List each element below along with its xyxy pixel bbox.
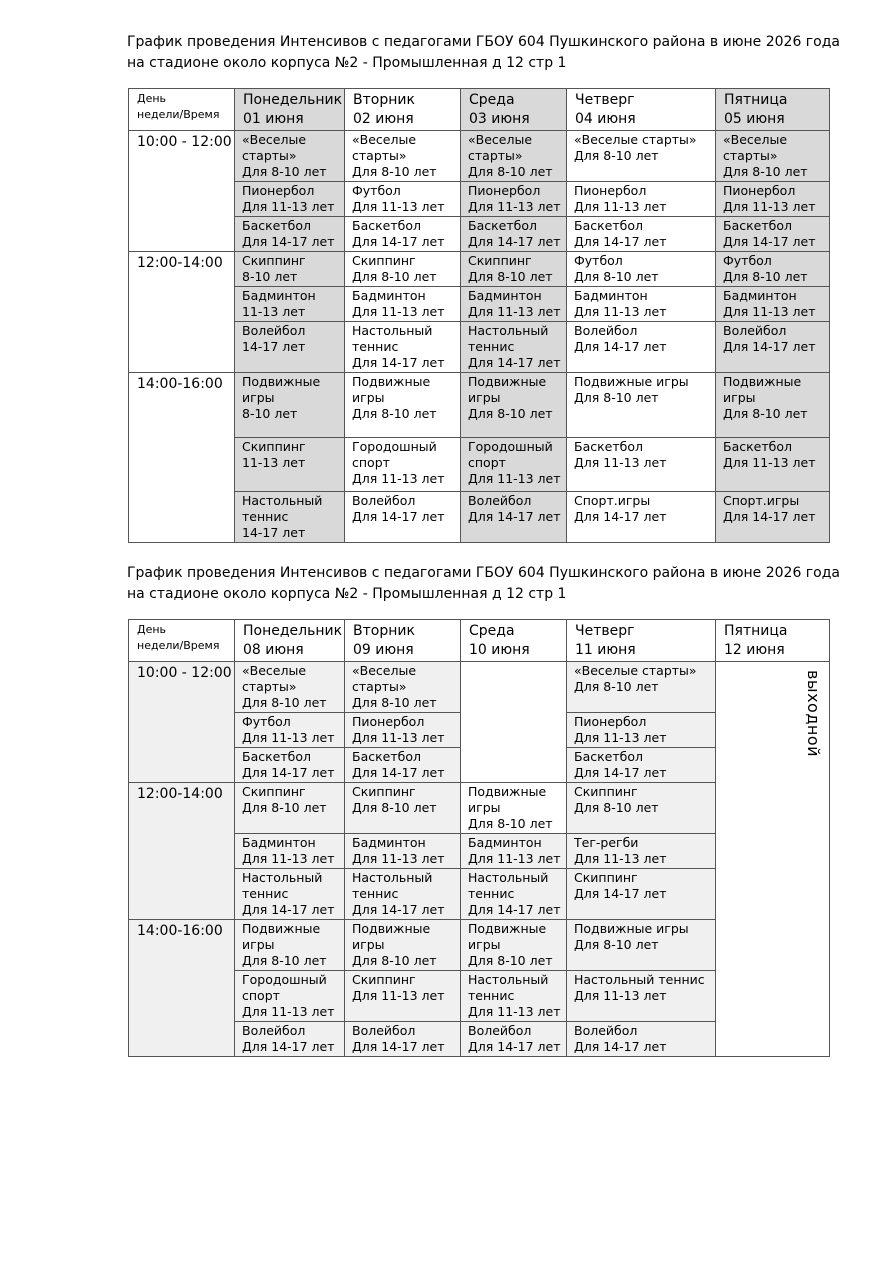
activity-cell: Скиппинг Для 8-10 лет	[345, 252, 461, 287]
activity-cell: Бадминтон Для 11-13 лет	[345, 834, 461, 869]
activity-cell: Подвижные игры Для 8-10 лет	[567, 920, 716, 971]
activity-cell: Баскетбол Для 14-17 лет	[235, 217, 345, 252]
activity-cell: Подвижные игры 8-10 лет	[235, 373, 345, 438]
table-row	[129, 373, 830, 438]
activity-cell: Настольный теннис Для 14-17 лет	[345, 869, 461, 920]
activity-cell: Бадминтон Для 11-13 лет	[345, 287, 461, 322]
day-date: 01 июня	[243, 111, 304, 127]
day-header	[345, 620, 461, 662]
activity-cell: Бадминтон Для 11-13 лет	[461, 834, 567, 869]
schedule-title-week1: График проведения Интенсивов с педагогами ГБОУ 604 Пушкинского района в июне 2026 года на стадионе около корпуса №2 - Промышленная д 12 стр 1	[127, 34, 840, 71]
activity-cell: Спорт.игры Для 14-17 лет	[567, 492, 716, 543]
activity-cell: Футбол Для 11-13 лет	[235, 713, 345, 748]
table-row	[129, 322, 830, 373]
activity-cell: Городошный спорт Для 11-13 лет	[345, 438, 461, 492]
activity-cell: Пионербол Для 11-13 лет	[567, 713, 716, 748]
table-row	[129, 662, 830, 713]
activity-cell: «Веселые старты» Для 8-10 лет	[567, 662, 716, 713]
activity-cell: Футбол Для 8-10 лет	[567, 252, 716, 287]
empty-activity-cell	[461, 662, 567, 783]
activity-cell: «Веселые старты» Для 8-10 лет	[567, 131, 716, 182]
activity-cell: Подвижные игры Для 8-10 лет	[345, 373, 461, 438]
activity-cell: Волейбол 14-17 лет	[235, 322, 345, 373]
day-name: Пятница	[724, 623, 788, 639]
header-row	[129, 89, 830, 131]
day-name: Понедельник	[243, 623, 343, 639]
time-slot: 14:00-16:00	[129, 373, 235, 543]
activity-cell: Бадминтон 11-13 лет	[235, 287, 345, 322]
activity-cell: Подвижные игры Для 8-10 лет	[461, 783, 567, 834]
day-header	[716, 89, 830, 131]
activity-cell: Баскетбол Для 14-17 лет	[345, 748, 461, 783]
day-time-corner: День недели/Время	[129, 620, 235, 662]
day-date: 11 июня	[575, 642, 636, 658]
activity-cell: «Веселые старты» Для 8-10 лет	[345, 131, 461, 182]
header-row	[129, 620, 830, 662]
table-row	[129, 182, 830, 217]
time-slot: 10:00 - 12:00	[129, 662, 235, 783]
activity-cell: Баскетбол Для 11-13 лет	[567, 438, 716, 492]
day-off-label: выходной	[804, 670, 823, 758]
day-name: Среда	[469, 623, 515, 639]
activity-cell: Футбол Для 8-10 лет	[716, 252, 830, 287]
activity-cell: Пионербол Для 11-13 лет	[235, 182, 345, 217]
activity-cell: «Веселые старты» Для 8-10 лет	[461, 131, 567, 182]
table-row	[129, 252, 830, 287]
activity-cell: Скиппинг 8-10 лет	[235, 252, 345, 287]
day-header	[235, 89, 345, 131]
day-date: 03 июня	[469, 111, 530, 127]
table-row	[129, 492, 830, 543]
activity-cell: Баскетбол Для 14-17 лет	[345, 217, 461, 252]
activity-cell: Бадминтон Для 11-13 лет	[235, 834, 345, 869]
table-row	[129, 217, 830, 252]
table-row	[129, 287, 830, 322]
day-header	[461, 620, 567, 662]
day-date: 08 июня	[243, 642, 304, 658]
activity-cell: Скиппинг Для 8-10 лет	[567, 783, 716, 834]
activity-cell: «Веселые старты» Для 8-10 лет	[345, 662, 461, 713]
activity-cell: Подвижные игры Для 8-10 лет	[567, 373, 716, 438]
activity-cell: Скиппинг Для 8-10 лет	[345, 783, 461, 834]
time-slot: 14:00-16:00	[129, 920, 235, 1057]
activity-cell: Подвижные игры Для 8-10 лет	[716, 373, 830, 438]
activity-cell: Настольный теннис Для 14-17 лет	[235, 869, 345, 920]
activity-cell: Баскетбол Для 14-17 лет	[567, 217, 716, 252]
time-slot: 12:00-14:00	[129, 783, 235, 920]
day-header	[716, 620, 830, 662]
day-off-cell	[716, 662, 830, 1057]
day-header	[461, 89, 567, 131]
activity-cell: Настольный теннис Для 11-13 лет	[567, 971, 716, 1022]
activity-cell: Баскетбол Для 14-17 лет	[716, 217, 830, 252]
day-name: Понедельник	[243, 92, 343, 108]
activity-cell: Волейбол Для 14-17 лет	[716, 322, 830, 373]
activity-cell: Городошный спорт Для 11-13 лет	[461, 438, 567, 492]
activity-cell: Подвижные игры Для 8-10 лет	[235, 920, 345, 971]
activity-cell: Спорт.игры Для 14-17 лет	[716, 492, 830, 543]
activity-cell: Настольный теннис 14-17 лет	[235, 492, 345, 543]
activity-cell: Бадминтон Для 11-13 лет	[567, 287, 716, 322]
day-name: Вторник	[353, 623, 415, 639]
activity-cell: Бадминтон Для 11-13 лет	[716, 287, 830, 322]
day-date: 05 июня	[724, 111, 785, 127]
day-name: Четверг	[575, 623, 635, 639]
activity-cell: «Веселые старты» Для 8-10 лет	[235, 131, 345, 182]
activity-cell: Баскетбол Для 14-17 лет	[235, 748, 345, 783]
day-name: Четверг	[575, 92, 635, 108]
day-date: 04 июня	[575, 111, 636, 127]
day-date: 12 июня	[724, 642, 785, 658]
activity-cell: Городошный спорт Для 11-13 лет	[235, 971, 345, 1022]
schedule-table-week1	[128, 88, 830, 543]
day-date: 09 июня	[353, 642, 414, 658]
activity-cell: Пионербол Для 11-13 лет	[716, 182, 830, 217]
day-name: Вторник	[353, 92, 415, 108]
time-slot: 12:00-14:00	[129, 252, 235, 373]
activity-cell: Волейбол Для 14-17 лет	[345, 492, 461, 543]
activity-cell: Волейбол Для 14-17 лет	[461, 1022, 567, 1057]
activity-cell: Настольный теннис Для 14-17 лет	[461, 322, 567, 373]
activity-cell: Настольный теннис Для 11-13 лет	[461, 971, 567, 1022]
day-header	[567, 620, 716, 662]
day-header	[235, 620, 345, 662]
day-name: Среда	[469, 92, 515, 108]
activity-cell: Тег-регби Для 11-13 лет	[567, 834, 716, 869]
activity-cell: Футбол Для 11-13 лет	[345, 182, 461, 217]
activity-cell: Баскетбол Для 14-17 лет	[567, 748, 716, 783]
activity-cell: Волейбол Для 14-17 лет	[345, 1022, 461, 1057]
day-header	[345, 89, 461, 131]
activity-cell: «Веселые старты» Для 8-10 лет	[235, 662, 345, 713]
activity-cell: Подвижные игры Для 8-10 лет	[461, 920, 567, 971]
activity-cell: Пионербол Для 11-13 лет	[567, 182, 716, 217]
activity-cell: Пионербол Для 11-13 лет	[345, 713, 461, 748]
activity-cell: Настольный теннис Для 14-17 лет	[461, 869, 567, 920]
activity-cell: Волейбол Для 14-17 лет	[567, 1022, 716, 1057]
day-name: Пятница	[724, 92, 788, 108]
day-time-corner: День недели/Время	[129, 89, 235, 131]
activity-cell: Волейбол Для 14-17 лет	[567, 322, 716, 373]
table-row	[129, 438, 830, 492]
activity-cell: Скиппинг 11-13 лет	[235, 438, 345, 492]
activity-cell: Скиппинг Для 8-10 лет	[235, 783, 345, 834]
activity-cell: Скиппинг Для 8-10 лет	[461, 252, 567, 287]
activity-cell: Скиппинг Для 11-13 лет	[345, 971, 461, 1022]
day-header	[567, 89, 716, 131]
activity-cell: Бадминтон Для 11-13 лет	[461, 287, 567, 322]
activity-cell: Пионербол Для 11-13 лет	[461, 182, 567, 217]
activity-cell: Подвижные игры Для 8-10 лет	[345, 920, 461, 971]
activity-cell: Волейбол Для 14-17 лет	[461, 492, 567, 543]
activity-cell: Настольный теннис Для 14-17 лет	[345, 322, 461, 373]
day-date: 10 июня	[469, 642, 530, 658]
activity-cell: Скиппинг Для 14-17 лет	[567, 869, 716, 920]
activity-cell: Баскетбол Для 11-13 лет	[716, 438, 830, 492]
table-row	[129, 131, 830, 182]
activity-cell: Баскетбол Для 14-17 лет	[461, 217, 567, 252]
activity-cell: «Веселые старты» Для 8-10 лет	[716, 131, 830, 182]
schedule-table-week2	[128, 619, 830, 1057]
activity-cell: Волейбол Для 14-17 лет	[235, 1022, 345, 1057]
day-date: 02 июня	[353, 111, 414, 127]
schedule-title-week2: График проведения Интенсивов с педагогами ГБОУ 604 Пушкинского района в июне 2026 года на стадионе около корпуса №2 - Промышленная д 12 стр 1	[127, 565, 840, 602]
time-slot: 10:00 - 12:00	[129, 131, 235, 252]
activity-cell: Подвижные игры Для 8-10 лет	[461, 373, 567, 438]
